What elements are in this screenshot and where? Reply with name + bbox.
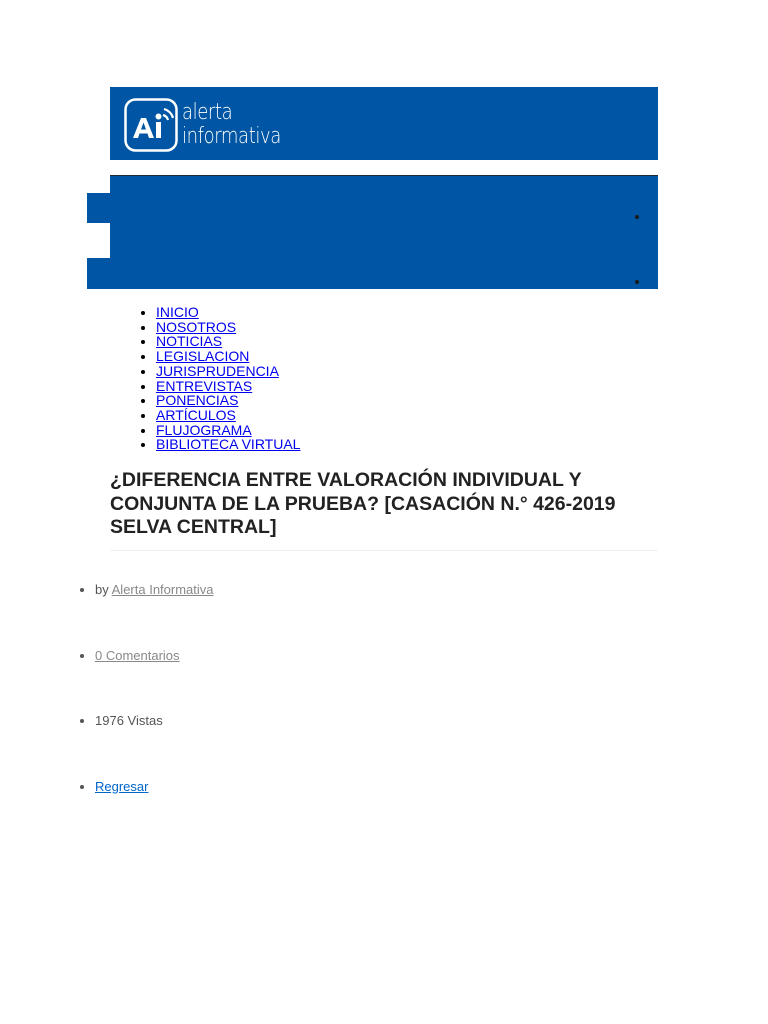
meta-back <box>95 777 214 843</box>
menu-link-noticias[interactable]: NOTICIAS <box>156 333 223 350</box>
menu-item-inicio <box>156 305 300 320</box>
menu-link-biblioteca-virtual[interactable]: BIBLIOTECA VIRTUAL <box>156 436 301 453</box>
menu-item-legislacion <box>156 349 300 364</box>
header-banner <box>110 87 658 160</box>
views-count: 1976 Vistas <box>95 713 163 728</box>
meta-views <box>95 711 214 777</box>
menu-item-jurisprudencia <box>156 364 300 379</box>
back-link[interactable]: Regresar <box>95 778 149 794</box>
menu-link-flujograma[interactable]: FLUJOGRAMA <box>156 421 252 438</box>
main-menu <box>110 305 300 452</box>
nav-tab-left-upper <box>87 193 110 223</box>
menu-link-ponencias[interactable]: PONENCIAS <box>156 392 239 409</box>
logo-line-1: alerta <box>182 100 233 125</box>
meta-author <box>95 580 214 646</box>
menu-link-jurisprudencia[interactable]: JURISPRUDENCIA <box>156 362 279 379</box>
author-link[interactable]: Alerta Informativa <box>111 582 214 597</box>
nav-tab-left-lower <box>87 258 110 289</box>
meta-comments <box>95 646 214 712</box>
author-prefix: by <box>95 582 109 597</box>
menu-link-legislacion[interactable]: LEGISLACION <box>156 348 250 365</box>
logo-line-2: informativa <box>182 124 281 149</box>
comments-link[interactable]: 0 Comentarios <box>95 647 180 663</box>
navigation-bar <box>110 175 658 289</box>
logo-badge-icon <box>124 98 178 152</box>
menu-link-articulos[interactable]: ARTÍCULOS <box>156 406 236 423</box>
menu-item-nosotros <box>156 320 300 335</box>
menu-item-flujograma <box>156 423 300 438</box>
menu-item-articulos <box>156 408 300 423</box>
post-title: ¿DIFERENCIA ENTRE VALORACIÓN INDIVIDUAL Y CONJUNTA DE LA PRUEBA? [CASACIÓN N.° 426-2019 SELVA CENTRAL] <box>110 469 616 538</box>
menu-item-ponencias <box>156 393 300 408</box>
post-meta <box>55 580 214 842</box>
menu-link-entrevistas[interactable]: ENTREVISTAS <box>156 377 253 394</box>
menu-item-noticias <box>156 334 300 349</box>
menu-link-inicio[interactable]: INICIO <box>156 304 199 320</box>
menu-link-nosotros[interactable]: NOSOTROS <box>156 318 237 335</box>
menu-item-entrevistas <box>156 379 300 394</box>
logo-wordmark <box>182 101 281 149</box>
title-divider <box>110 550 658 551</box>
site-logo[interactable] <box>124 98 303 152</box>
nav-bullet-lower <box>635 280 639 284</box>
nav-bullet-upper <box>635 215 639 219</box>
menu-item-biblioteca-virtual <box>156 437 300 452</box>
